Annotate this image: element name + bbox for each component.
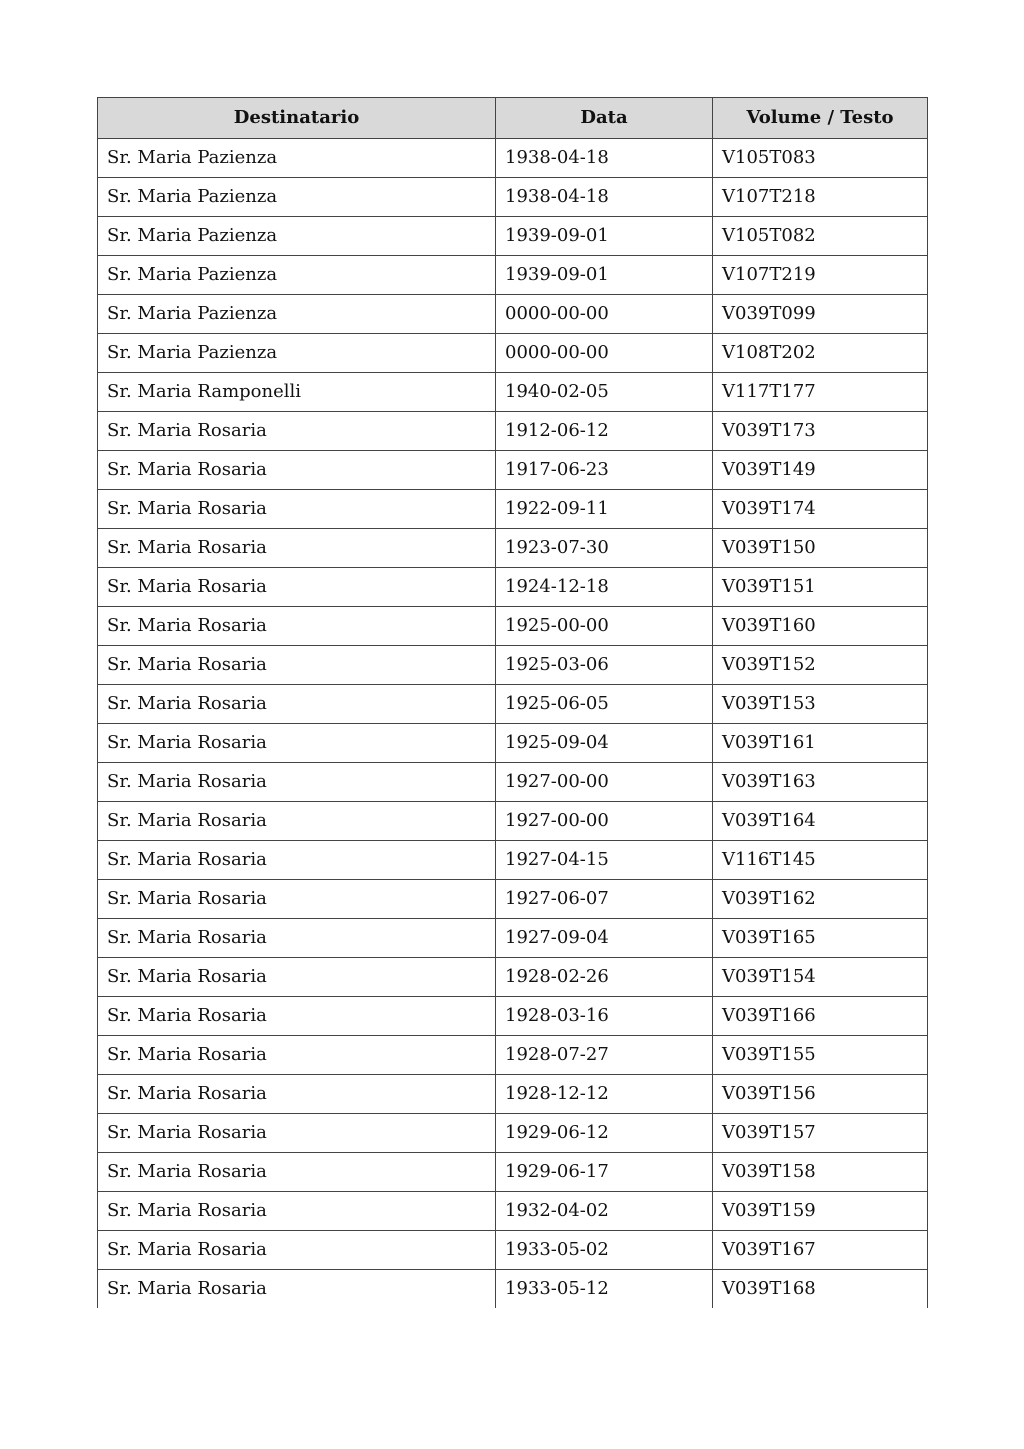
- volume-text-cell: V039T155: [713, 1036, 928, 1075]
- volume-text-cell: V039T099: [713, 295, 928, 334]
- date-cell: 1925-09-04: [496, 724, 713, 763]
- table-row: [98, 763, 928, 802]
- table-row: [98, 1075, 928, 1114]
- volume-text-cell: V039T167: [713, 1231, 928, 1270]
- volume-text-cell: V039T152: [713, 646, 928, 685]
- date-cell: 1938-04-18: [496, 139, 713, 178]
- table-row: [98, 178, 928, 217]
- volume-text-cell: V039T156: [713, 1075, 928, 1114]
- volume-text-cell: V039T162: [713, 880, 928, 919]
- table-row: [98, 256, 928, 295]
- volume-text-cell: V039T153: [713, 685, 928, 724]
- records-table: [97, 97, 928, 1308]
- recipient-cell: Sr. Maria Rosaria: [98, 1036, 496, 1075]
- table-row: [98, 607, 928, 646]
- volume-text-cell: V039T160: [713, 607, 928, 646]
- volume-text-cell: V039T166: [713, 997, 928, 1036]
- table-row: [98, 919, 928, 958]
- date-cell: 1938-04-18: [496, 178, 713, 217]
- recipient-cell: Sr. Maria Rosaria: [98, 529, 496, 568]
- recipient-cell: Sr. Maria Rosaria: [98, 1231, 496, 1270]
- date-cell: 1923-07-30: [496, 529, 713, 568]
- recipient-cell: Sr. Maria Rosaria: [98, 997, 496, 1036]
- table-row: [98, 1153, 928, 1192]
- recipient-cell: Sr. Maria Pazienza: [98, 334, 496, 373]
- date-cell: 1939-09-01: [496, 256, 713, 295]
- table-row: [98, 217, 928, 256]
- date-cell: 1922-09-11: [496, 490, 713, 529]
- date-cell: 1933-05-12: [496, 1270, 713, 1309]
- volume-text-cell: V039T173: [713, 412, 928, 451]
- date-cell: 0000-00-00: [496, 295, 713, 334]
- recipient-cell: Sr. Maria Rosaria: [98, 919, 496, 958]
- header-row: [98, 98, 928, 139]
- table-row: [98, 412, 928, 451]
- recipient-cell: Sr. Maria Rosaria: [98, 412, 496, 451]
- volume-text-cell: V039T174: [713, 490, 928, 529]
- table-row: [98, 997, 928, 1036]
- date-cell: 1928-03-16: [496, 997, 713, 1036]
- recipient-cell: Sr. Maria Rosaria: [98, 802, 496, 841]
- recipient-cell: Sr. Maria Rosaria: [98, 958, 496, 997]
- recipient-cell: Sr. Maria Rosaria: [98, 841, 496, 880]
- table-row: [98, 1231, 928, 1270]
- recipient-cell: Sr. Maria Pazienza: [98, 256, 496, 295]
- table-row: [98, 334, 928, 373]
- table-row: [98, 685, 928, 724]
- date-cell: 1928-02-26: [496, 958, 713, 997]
- volume-text-cell: V107T219: [713, 256, 928, 295]
- table-row: [98, 139, 928, 178]
- volume-text-cell: V039T165: [713, 919, 928, 958]
- recipient-cell: Sr. Maria Pazienza: [98, 178, 496, 217]
- table-row: [98, 1270, 928, 1309]
- recipient-cell: Sr. Maria Rosaria: [98, 763, 496, 802]
- date-cell: 1927-00-00: [496, 802, 713, 841]
- date-cell: 1928-12-12: [496, 1075, 713, 1114]
- table-body: [98, 139, 928, 1309]
- recipient-cell: Sr. Maria Rosaria: [98, 646, 496, 685]
- table-row: [98, 646, 928, 685]
- table-row: [98, 724, 928, 763]
- volume-text-cell: V039T164: [713, 802, 928, 841]
- volume-text-cell: V039T157: [713, 1114, 928, 1153]
- column-header-destinatario: Destinatario: [98, 98, 496, 139]
- date-cell: 1933-05-02: [496, 1231, 713, 1270]
- volume-text-cell: V039T159: [713, 1192, 928, 1231]
- volume-text-cell: V039T158: [713, 1153, 928, 1192]
- recipient-cell: Sr. Maria Rosaria: [98, 880, 496, 919]
- date-cell: 1917-06-23: [496, 451, 713, 490]
- recipient-cell: Sr. Maria Rosaria: [98, 1114, 496, 1153]
- date-cell: 1929-06-17: [496, 1153, 713, 1192]
- volume-text-cell: V105T082: [713, 217, 928, 256]
- volume-text-cell: V117T177: [713, 373, 928, 412]
- date-cell: 1912-06-12: [496, 412, 713, 451]
- table-row: [98, 490, 928, 529]
- volume-text-cell: V107T218: [713, 178, 928, 217]
- table-row: [98, 373, 928, 412]
- recipient-cell: Sr. Maria Rosaria: [98, 1075, 496, 1114]
- volume-text-cell: V039T154: [713, 958, 928, 997]
- volume-text-cell: V039T161: [713, 724, 928, 763]
- recipient-cell: Sr. Maria Pazienza: [98, 139, 496, 178]
- recipient-cell: Sr. Maria Rosaria: [98, 685, 496, 724]
- date-cell: 1940-02-05: [496, 373, 713, 412]
- volume-text-cell: V105T083: [713, 139, 928, 178]
- table-row: [98, 958, 928, 997]
- recipient-cell: Sr. Maria Pazienza: [98, 295, 496, 334]
- volume-text-cell: V108T202: [713, 334, 928, 373]
- recipient-cell: Sr. Maria Rosaria: [98, 451, 496, 490]
- date-cell: 1928-07-27: [496, 1036, 713, 1075]
- column-header-data: Data: [496, 98, 713, 139]
- volume-text-cell: V039T150: [713, 529, 928, 568]
- date-cell: 1925-00-00: [496, 607, 713, 646]
- volume-text-cell: V116T145: [713, 841, 928, 880]
- volume-text-cell: V039T168: [713, 1270, 928, 1309]
- recipient-cell: Sr. Maria Ramponelli: [98, 373, 496, 412]
- table-row: [98, 802, 928, 841]
- table-row: [98, 568, 928, 607]
- table-row: [98, 1114, 928, 1153]
- table-row: [98, 1036, 928, 1075]
- date-cell: 1932-04-02: [496, 1192, 713, 1231]
- volume-text-cell: V039T149: [713, 451, 928, 490]
- date-cell: 1925-06-05: [496, 685, 713, 724]
- date-cell: 1939-09-01: [496, 217, 713, 256]
- volume-text-cell: V039T151: [713, 568, 928, 607]
- recipient-cell: Sr. Maria Rosaria: [98, 607, 496, 646]
- table-row: [98, 295, 928, 334]
- date-cell: 0000-00-00: [496, 334, 713, 373]
- date-cell: 1927-06-07: [496, 880, 713, 919]
- recipient-cell: Sr. Maria Rosaria: [98, 1270, 496, 1309]
- table-row: [98, 529, 928, 568]
- table-header: [98, 98, 928, 139]
- date-cell: 1927-00-00: [496, 763, 713, 802]
- date-cell: 1925-03-06: [496, 646, 713, 685]
- date-cell: 1924-12-18: [496, 568, 713, 607]
- column-header-volume-testo: Volume / Testo: [713, 98, 928, 139]
- recipient-cell: Sr. Maria Rosaria: [98, 490, 496, 529]
- recipient-cell: Sr. Maria Rosaria: [98, 568, 496, 607]
- recipient-cell: Sr. Maria Rosaria: [98, 1192, 496, 1231]
- date-cell: 1929-06-12: [496, 1114, 713, 1153]
- table-row: [98, 451, 928, 490]
- recipient-cell: Sr. Maria Pazienza: [98, 217, 496, 256]
- volume-text-cell: V039T163: [713, 763, 928, 802]
- table-row: [98, 880, 928, 919]
- recipient-cell: Sr. Maria Rosaria: [98, 724, 496, 763]
- table-row: [98, 841, 928, 880]
- recipient-cell: Sr. Maria Rosaria: [98, 1153, 496, 1192]
- date-cell: 1927-09-04: [496, 919, 713, 958]
- date-cell: 1927-04-15: [496, 841, 713, 880]
- table-row: [98, 1192, 928, 1231]
